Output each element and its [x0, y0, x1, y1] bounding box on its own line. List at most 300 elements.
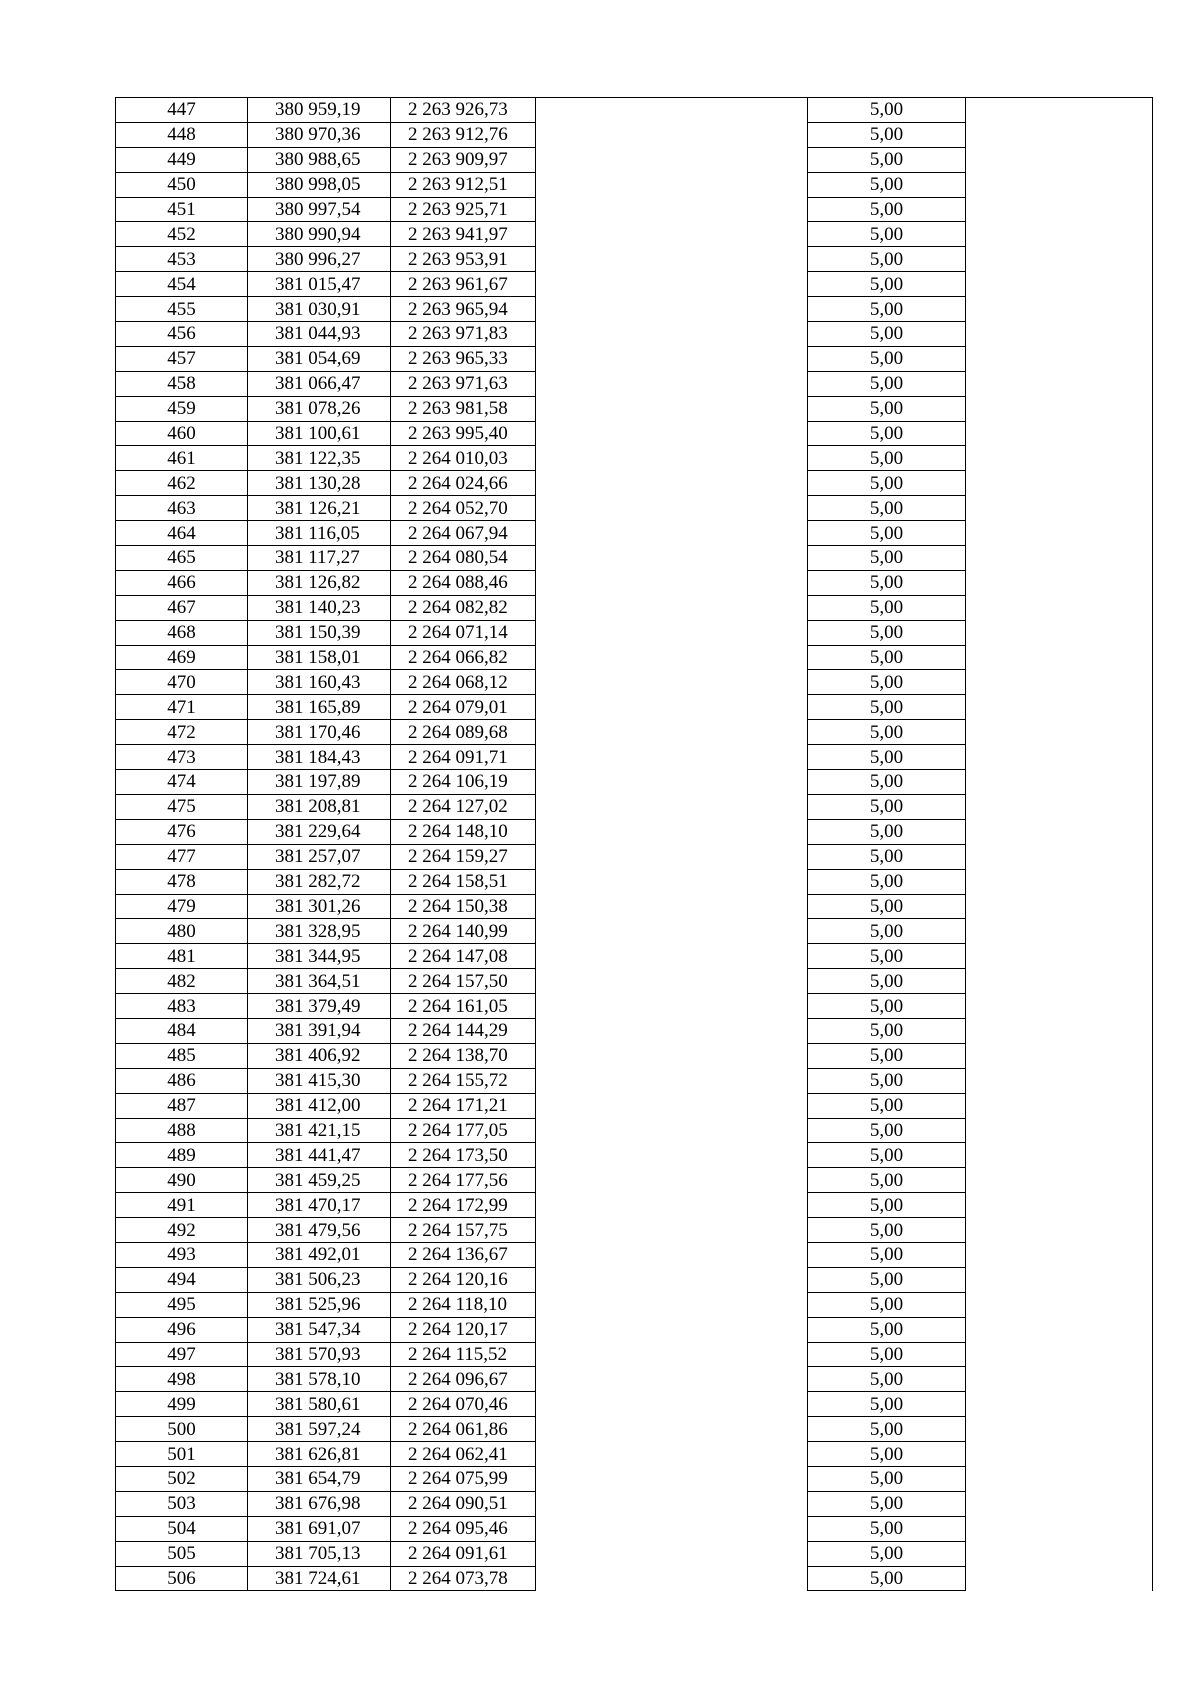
point-number-cell: 450 [116, 172, 248, 197]
y-coordinate-cell: 2 264 157,50 [391, 969, 536, 994]
blank-cell-right [966, 1417, 1153, 1442]
y-coordinate-cell: 2 264 172,99 [391, 1193, 536, 1218]
blank-cell-right [966, 222, 1153, 247]
y-coordinate-cell: 2 264 120,17 [391, 1317, 536, 1342]
value-cell: 5,00 [808, 272, 966, 297]
blank-cell-right [966, 720, 1153, 745]
point-number-cell: 465 [116, 546, 248, 571]
x-coordinate-cell: 381 391,94 [248, 1018, 391, 1043]
point-number-cell: 447 [116, 98, 248, 123]
x-coordinate-cell: 381 030,91 [248, 297, 391, 322]
blank-cell-right [966, 147, 1153, 172]
blank-cell-right [966, 546, 1153, 571]
table-row [116, 272, 1153, 297]
value-cell: 5,00 [808, 595, 966, 620]
table-row [116, 346, 1153, 371]
value-cell: 5,00 [808, 819, 966, 844]
blank-cell-right [966, 770, 1153, 795]
point-number-cell: 481 [116, 944, 248, 969]
point-number-cell: 448 [116, 122, 248, 147]
point-number-cell: 497 [116, 1342, 248, 1367]
point-number-cell: 456 [116, 322, 248, 347]
value-cell: 5,00 [808, 172, 966, 197]
y-coordinate-cell: 2 263 981,58 [391, 396, 536, 421]
y-coordinate-cell: 2 263 971,83 [391, 322, 536, 347]
point-number-cell: 460 [116, 421, 248, 446]
table-row [116, 1342, 1153, 1367]
table-row [116, 396, 1153, 421]
value-cell: 5,00 [808, 396, 966, 421]
table-row [116, 496, 1153, 521]
value-cell: 5,00 [808, 620, 966, 645]
point-number-cell: 458 [116, 371, 248, 396]
blank-cell [536, 620, 808, 645]
blank-cell-right [966, 1242, 1153, 1267]
x-coordinate-cell: 380 988,65 [248, 147, 391, 172]
point-number-cell: 449 [116, 147, 248, 172]
blank-cell-right [966, 346, 1153, 371]
value-cell: 5,00 [808, 894, 966, 919]
blank-cell-right [966, 1292, 1153, 1317]
table-row [116, 421, 1153, 446]
table-row [116, 122, 1153, 147]
table-row [116, 1018, 1153, 1043]
point-number-cell: 483 [116, 994, 248, 1019]
blank-cell [536, 1491, 808, 1516]
table-row [116, 1292, 1153, 1317]
point-number-cell: 474 [116, 770, 248, 795]
blank-cell-right [966, 670, 1153, 695]
blank-cell-right [966, 1118, 1153, 1143]
blank-cell [536, 645, 808, 670]
blank-cell [536, 1068, 808, 1093]
table-row [116, 446, 1153, 471]
point-number-cell: 451 [116, 197, 248, 222]
blank-cell [536, 371, 808, 396]
value-cell: 5,00 [808, 1491, 966, 1516]
x-coordinate-cell: 380 959,19 [248, 98, 391, 123]
point-number-cell: 468 [116, 620, 248, 645]
point-number-cell: 461 [116, 446, 248, 471]
table-row [116, 919, 1153, 944]
blank-cell-right [966, 1143, 1153, 1168]
table-row [116, 695, 1153, 720]
value-cell: 5,00 [808, 1292, 966, 1317]
y-coordinate-cell: 2 264 158,51 [391, 869, 536, 894]
y-coordinate-cell: 2 264 144,29 [391, 1018, 536, 1043]
y-coordinate-cell: 2 263 912,51 [391, 172, 536, 197]
value-cell: 5,00 [808, 98, 966, 123]
blank-cell-right [966, 919, 1153, 944]
x-coordinate-cell: 381 626,81 [248, 1442, 391, 1467]
blank-cell-right [966, 794, 1153, 819]
table-row [116, 1068, 1153, 1093]
point-number-cell: 485 [116, 1043, 248, 1068]
value-cell: 5,00 [808, 695, 966, 720]
blank-cell [536, 595, 808, 620]
y-coordinate-cell: 2 264 148,10 [391, 819, 536, 844]
table-row [116, 1367, 1153, 1392]
value-cell: 5,00 [808, 1193, 966, 1218]
blank-cell [536, 98, 808, 123]
table-row [116, 1442, 1153, 1467]
value-cell: 5,00 [808, 1317, 966, 1342]
value-cell: 5,00 [808, 944, 966, 969]
x-coordinate-cell: 381 470,17 [248, 1193, 391, 1218]
value-cell: 5,00 [808, 1093, 966, 1118]
x-coordinate-cell: 381 654,79 [248, 1466, 391, 1491]
value-cell: 5,00 [808, 147, 966, 172]
blank-cell [536, 496, 808, 521]
value-cell: 5,00 [808, 346, 966, 371]
blank-cell-right [966, 1168, 1153, 1193]
table-row [116, 720, 1153, 745]
blank-cell-right [966, 1193, 1153, 1218]
point-number-cell: 501 [116, 1442, 248, 1467]
blank-cell-right [966, 570, 1153, 595]
y-coordinate-cell: 2 264 106,19 [391, 770, 536, 795]
y-coordinate-cell: 2 264 068,12 [391, 670, 536, 695]
blank-cell [536, 521, 808, 546]
table-row [116, 1218, 1153, 1243]
y-coordinate-cell: 2 263 941,97 [391, 222, 536, 247]
x-coordinate-cell: 381 344,95 [248, 944, 391, 969]
point-number-cell: 479 [116, 894, 248, 919]
point-number-cell: 490 [116, 1168, 248, 1193]
blank-cell-right [966, 371, 1153, 396]
point-number-cell: 499 [116, 1392, 248, 1417]
blank-cell [536, 1292, 808, 1317]
blank-cell [536, 844, 808, 869]
y-coordinate-cell: 2 264 088,46 [391, 570, 536, 595]
value-cell: 5,00 [808, 1367, 966, 1392]
y-coordinate-cell: 2 263 953,91 [391, 247, 536, 272]
table-row [116, 1317, 1153, 1342]
y-coordinate-cell: 2 264 075,99 [391, 1466, 536, 1491]
y-coordinate-cell: 2 264 171,21 [391, 1093, 536, 1118]
x-coordinate-cell: 381 676,98 [248, 1491, 391, 1516]
blank-cell [536, 1043, 808, 1068]
value-cell: 5,00 [808, 247, 966, 272]
blank-cell-right [966, 197, 1153, 222]
x-coordinate-cell: 381 160,43 [248, 670, 391, 695]
y-coordinate-cell: 2 264 073,78 [391, 1566, 536, 1591]
x-coordinate-cell: 381 479,56 [248, 1218, 391, 1243]
blank-cell [536, 1242, 808, 1267]
blank-cell-right [966, 1491, 1153, 1516]
blank-cell [536, 1442, 808, 1467]
y-coordinate-cell: 2 264 024,66 [391, 471, 536, 496]
blank-cell-right [966, 421, 1153, 446]
point-number-cell: 482 [116, 969, 248, 994]
point-number-cell: 471 [116, 695, 248, 720]
value-cell: 5,00 [808, 1018, 966, 1043]
x-coordinate-cell: 381 158,01 [248, 645, 391, 670]
table-row [116, 1168, 1153, 1193]
value-cell: 5,00 [808, 1442, 966, 1467]
value-cell: 5,00 [808, 1417, 966, 1442]
blank-cell [536, 770, 808, 795]
table-row [116, 869, 1153, 894]
x-coordinate-cell: 381 078,26 [248, 396, 391, 421]
y-coordinate-cell: 2 264 095,46 [391, 1516, 536, 1541]
y-coordinate-cell: 2 264 173,50 [391, 1143, 536, 1168]
blank-cell [536, 869, 808, 894]
x-coordinate-cell: 381 525,96 [248, 1292, 391, 1317]
point-number-cell: 467 [116, 595, 248, 620]
point-number-cell: 466 [116, 570, 248, 595]
blank-cell-right [966, 1093, 1153, 1118]
blank-cell [536, 471, 808, 496]
value-cell: 5,00 [808, 645, 966, 670]
value-cell: 5,00 [808, 1068, 966, 1093]
y-coordinate-cell: 2 264 090,51 [391, 1491, 536, 1516]
blank-cell-right [966, 446, 1153, 471]
x-coordinate-cell: 381 301,26 [248, 894, 391, 919]
table-row [116, 98, 1153, 123]
x-coordinate-cell: 381 459,25 [248, 1168, 391, 1193]
x-coordinate-cell: 381 100,61 [248, 421, 391, 446]
point-number-cell: 459 [116, 396, 248, 421]
table-row [116, 172, 1153, 197]
point-number-cell: 486 [116, 1068, 248, 1093]
x-coordinate-cell: 381 122,35 [248, 446, 391, 471]
blank-cell [536, 172, 808, 197]
blank-cell [536, 197, 808, 222]
blank-cell [536, 695, 808, 720]
table-row [116, 819, 1153, 844]
value-cell: 5,00 [808, 745, 966, 770]
y-coordinate-cell: 2 264 118,10 [391, 1292, 536, 1317]
x-coordinate-cell: 381 054,69 [248, 346, 391, 371]
y-coordinate-cell: 2 263 925,71 [391, 197, 536, 222]
blank-cell-right [966, 1566, 1153, 1591]
blank-cell [536, 670, 808, 695]
point-number-cell: 495 [116, 1292, 248, 1317]
point-number-cell: 505 [116, 1541, 248, 1566]
x-coordinate-cell: 381 547,34 [248, 1317, 391, 1342]
blank-cell-right [966, 521, 1153, 546]
blank-cell-right [966, 396, 1153, 421]
table-row [116, 1466, 1153, 1491]
y-coordinate-cell: 2 264 066,82 [391, 645, 536, 670]
y-coordinate-cell: 2 264 071,14 [391, 620, 536, 645]
value-cell: 5,00 [808, 1043, 966, 1068]
blank-cell [536, 1218, 808, 1243]
x-coordinate-cell: 381 379,49 [248, 994, 391, 1019]
value-cell: 5,00 [808, 521, 966, 546]
blank-cell-right [966, 595, 1153, 620]
point-number-cell: 488 [116, 1118, 248, 1143]
y-coordinate-cell: 2 264 062,41 [391, 1442, 536, 1467]
x-coordinate-cell: 381 130,28 [248, 471, 391, 496]
y-coordinate-cell: 2 264 010,03 [391, 446, 536, 471]
point-number-cell: 504 [116, 1516, 248, 1541]
point-number-cell: 472 [116, 720, 248, 745]
y-coordinate-cell: 2 264 067,94 [391, 521, 536, 546]
blank-cell-right [966, 1516, 1153, 1541]
value-cell: 5,00 [808, 770, 966, 795]
value-cell: 5,00 [808, 1118, 966, 1143]
x-coordinate-cell: 380 998,05 [248, 172, 391, 197]
x-coordinate-cell: 381 506,23 [248, 1267, 391, 1292]
blank-cell-right [966, 1317, 1153, 1342]
blank-cell [536, 122, 808, 147]
blank-cell-right [966, 1392, 1153, 1417]
blank-cell [536, 1143, 808, 1168]
blank-cell [536, 272, 808, 297]
point-number-cell: 457 [116, 346, 248, 371]
blank-cell [536, 1392, 808, 1417]
blank-cell-right [966, 247, 1153, 272]
blank-cell-right [966, 98, 1153, 123]
blank-cell-right [966, 645, 1153, 670]
x-coordinate-cell: 381 126,21 [248, 496, 391, 521]
blank-cell [536, 1193, 808, 1218]
y-coordinate-cell: 2 264 080,54 [391, 546, 536, 571]
blank-cell [536, 570, 808, 595]
blank-cell [536, 247, 808, 272]
table-row [116, 745, 1153, 770]
value-cell: 5,00 [808, 122, 966, 147]
blank-cell-right [966, 1018, 1153, 1043]
blank-cell [536, 894, 808, 919]
point-number-cell: 464 [116, 521, 248, 546]
point-number-cell: 463 [116, 496, 248, 521]
y-coordinate-cell: 2 264 079,01 [391, 695, 536, 720]
point-number-cell: 492 [116, 1218, 248, 1243]
point-number-cell: 498 [116, 1367, 248, 1392]
blank-cell-right [966, 1218, 1153, 1243]
y-coordinate-cell: 2 264 138,70 [391, 1043, 536, 1068]
point-number-cell: 473 [116, 745, 248, 770]
blank-cell [536, 994, 808, 1019]
blank-cell [536, 794, 808, 819]
blank-cell [536, 720, 808, 745]
table-row [116, 1043, 1153, 1068]
point-number-cell: 496 [116, 1317, 248, 1342]
table-row [116, 1193, 1153, 1218]
blank-cell [536, 969, 808, 994]
blank-cell [536, 546, 808, 571]
y-coordinate-cell: 2 263 909,97 [391, 147, 536, 172]
x-coordinate-cell: 381 197,89 [248, 770, 391, 795]
blank-cell-right [966, 1466, 1153, 1491]
table-row [116, 570, 1153, 595]
table-row [116, 670, 1153, 695]
x-coordinate-cell: 381 257,07 [248, 844, 391, 869]
x-coordinate-cell: 381 229,64 [248, 819, 391, 844]
value-cell: 5,00 [808, 1466, 966, 1491]
value-cell: 5,00 [808, 446, 966, 471]
blank-cell-right [966, 620, 1153, 645]
value-cell: 5,00 [808, 919, 966, 944]
blank-cell [536, 222, 808, 247]
blank-cell [536, 1466, 808, 1491]
blank-cell [536, 745, 808, 770]
y-coordinate-cell: 2 264 091,71 [391, 745, 536, 770]
value-cell: 5,00 [808, 1541, 966, 1566]
blank-cell [536, 944, 808, 969]
blank-cell-right [966, 1442, 1153, 1467]
blank-cell [536, 346, 808, 371]
value-cell: 5,00 [808, 496, 966, 521]
value-cell: 5,00 [808, 1242, 966, 1267]
table-row [116, 1516, 1153, 1541]
y-coordinate-cell: 2 264 082,82 [391, 595, 536, 620]
x-coordinate-cell: 380 996,27 [248, 247, 391, 272]
blank-cell-right [966, 1043, 1153, 1068]
table-row [116, 944, 1153, 969]
blank-cell [536, 1093, 808, 1118]
y-coordinate-cell: 2 264 127,02 [391, 794, 536, 819]
x-coordinate-cell: 381 412,00 [248, 1093, 391, 1118]
blank-cell [536, 1516, 808, 1541]
table-row [116, 645, 1153, 670]
blank-cell [536, 919, 808, 944]
blank-cell [536, 1367, 808, 1392]
table-row [116, 1417, 1153, 1442]
blank-cell-right [966, 869, 1153, 894]
table-row [116, 471, 1153, 496]
table-row [116, 620, 1153, 645]
y-coordinate-cell: 2 264 150,38 [391, 894, 536, 919]
blank-cell-right [966, 944, 1153, 969]
x-coordinate-cell: 381 117,27 [248, 546, 391, 571]
blank-cell-right [966, 819, 1153, 844]
table-row [116, 546, 1153, 571]
x-coordinate-cell: 381 691,07 [248, 1516, 391, 1541]
table-row [116, 297, 1153, 322]
blank-cell [536, 421, 808, 446]
x-coordinate-cell: 381 165,89 [248, 695, 391, 720]
point-number-cell: 484 [116, 1018, 248, 1043]
x-coordinate-cell: 381 126,82 [248, 570, 391, 595]
blank-cell-right [966, 322, 1153, 347]
table-row [116, 1118, 1153, 1143]
x-coordinate-cell: 381 597,24 [248, 1417, 391, 1442]
table-row [116, 1267, 1153, 1292]
blank-cell-right [966, 122, 1153, 147]
value-cell: 5,00 [808, 1342, 966, 1367]
blank-cell [536, 396, 808, 421]
blank-cell [536, 1566, 808, 1591]
point-number-cell: 489 [116, 1143, 248, 1168]
x-coordinate-cell: 380 997,54 [248, 197, 391, 222]
y-coordinate-cell: 2 264 177,05 [391, 1118, 536, 1143]
y-coordinate-cell: 2 264 155,72 [391, 1068, 536, 1093]
x-coordinate-cell: 381 015,47 [248, 272, 391, 297]
y-coordinate-cell: 2 263 926,73 [391, 98, 536, 123]
y-coordinate-cell: 2 264 140,99 [391, 919, 536, 944]
y-coordinate-cell: 2 264 096,67 [391, 1367, 536, 1392]
table-row [116, 844, 1153, 869]
value-cell: 5,00 [808, 1143, 966, 1168]
x-coordinate-cell: 381 724,61 [248, 1566, 391, 1591]
table-row [116, 247, 1153, 272]
table-row [116, 994, 1153, 1019]
value-cell: 5,00 [808, 222, 966, 247]
table-row [116, 595, 1153, 620]
value-cell: 5,00 [808, 1566, 966, 1591]
blank-cell [536, 1417, 808, 1442]
point-number-cell: 494 [116, 1267, 248, 1292]
point-number-cell: 506 [116, 1566, 248, 1591]
blank-cell [536, 147, 808, 172]
blank-cell-right [966, 844, 1153, 869]
value-cell: 5,00 [808, 322, 966, 347]
table-row [116, 197, 1153, 222]
